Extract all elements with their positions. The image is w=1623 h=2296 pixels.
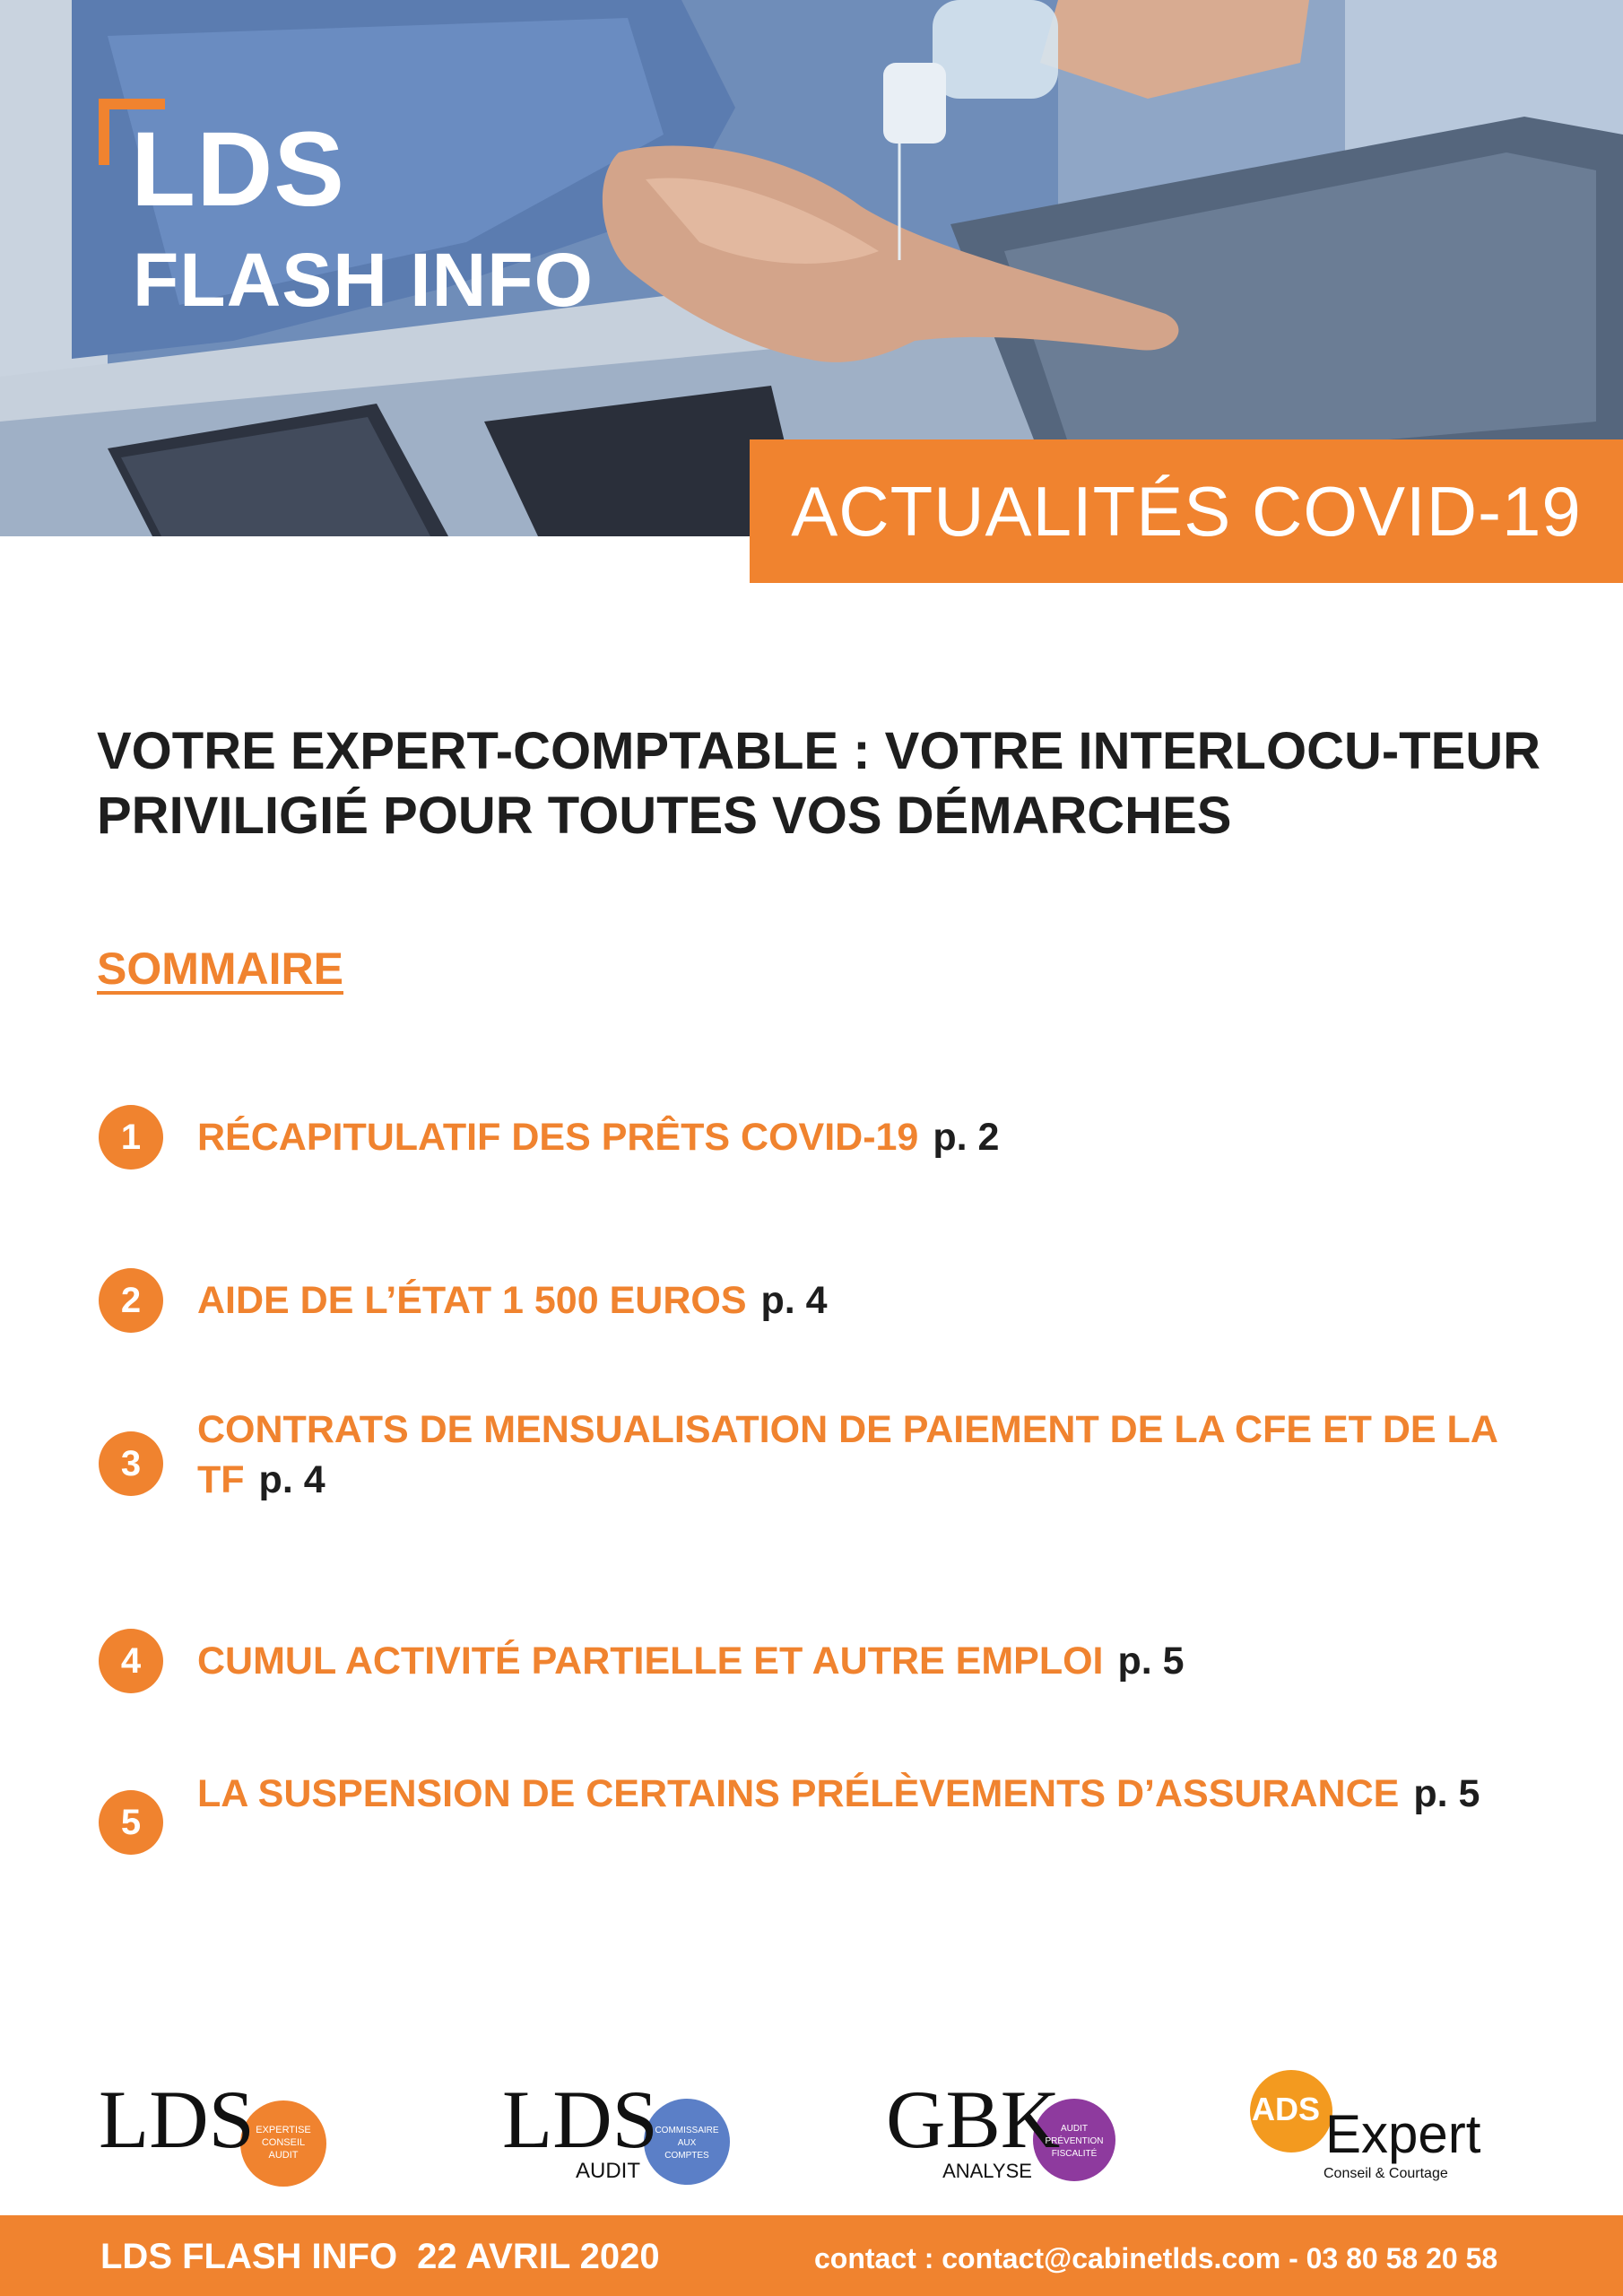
svg-text:LDS: LDS [99,2074,255,2165]
summary-item-text [197,1769,1576,1819]
svg-text:CONSEIL: CONSEIL [261,2137,306,2148]
covid-banner [750,439,1623,583]
svg-text:Conseil & Courtage: Conseil & Courtage [1324,2166,1448,2181]
summary-item-text [197,1636,1576,1686]
lds-audit-logo [500,2063,742,2188]
summary-title: SOMMAIRE [97,944,343,994]
svg-text:AUDIT: AUDIT [576,2159,640,2183]
svg-text:AUDIT: AUDIT [268,2150,299,2161]
footer-publication: LDS FLASH INFO [100,2237,398,2276]
summary-item-label[interactable]: AIDE DE L’ÉTAT 1 500 EUROS [197,1279,747,1322]
item-number-badge: 3 [99,1431,163,1496]
summary-item-label[interactable]: CONTRATS DE MENSUALISATION DE PAIEMENT DE LA CFE ET DE LA TF [197,1408,1497,1501]
item-number-badge: 5 [99,1790,163,1855]
summary-item-page: p. 5 [1117,1639,1185,1683]
svg-text:PRÉVENTION: PRÉVENTION [1045,2136,1104,2146]
lds-expertise-logo [97,2063,330,2188]
svg-text:AUX: AUX [677,2138,697,2148]
covid-banner-text: ACTUALITÉS COVID-19 [791,471,1582,551]
svg-text:LDS: LDS [502,2074,658,2165]
summary-item-label[interactable]: CUMUL ACTIVITÉ PARTIELLE ET AUTRE EMPLOI [197,1639,1104,1683]
svg-text:FISCALITÉ: FISCALITÉ [1051,2149,1098,2159]
svg-text:ANALYSE: ANALYSE [942,2160,1032,2182]
item-number-badge: 1 [99,1105,163,1170]
svg-text:GBK: GBK [886,2074,1061,2165]
brand-subtitle: FLASH INFO [133,238,594,322]
page-headline: VOTRE EXPERT-COMPTABLE : VOTRE INTERLOCU-TEUR PRIVILIGIÉ POUR TOUTES VOS DÉMARCHES [97,722,1541,845]
summary-item-page: p. 4 [760,1279,828,1322]
footer-title [100,2235,660,2278]
brand-name: LDS [131,110,345,229]
svg-text:AUDIT: AUDIT [1061,2124,1088,2134]
svg-text:COMMISSAIRE: COMMISSAIRE [655,2126,719,2135]
ads-expert-logo [1248,2063,1535,2188]
summary-item-label[interactable]: RÉCAPITULATIF DES PRÊTS COVID-19 [197,1116,919,1159]
summary-item-page: p. 2 [933,1116,1000,1159]
summary-item-text [197,1405,1576,1505]
svg-text:COMPTES: COMPTES [664,2151,709,2161]
svg-text:ADS: ADS [1252,2091,1321,2127]
summary-item-page: p. 5 [1413,1772,1480,1815]
footer-bar [0,2215,1623,2296]
svg-text:EXPERTISE: EXPERTISE [256,2125,311,2135]
item-number-badge: 4 [99,1629,163,1693]
footer-date: 22 AVRIL 2020 [417,2237,660,2276]
summary-item-text [197,1275,1576,1326]
summary-item-text [197,1112,1576,1162]
summary-item-page: p. 4 [258,1458,325,1501]
item-number-badge: 2 [99,1268,163,1333]
footer-contact[interactable]: contact : contact@cabinetlds.com - 03 80 58 20 58 [814,2242,1498,2274]
summary-item-label[interactable]: LA SUSPENSION DE CERTAINS PRÉLÈVEMENTS D’ASSURANCE [197,1772,1400,1815]
svg-text:Expert: Expert [1325,2104,1481,2164]
gbk-analyse-logo [884,2063,1126,2188]
